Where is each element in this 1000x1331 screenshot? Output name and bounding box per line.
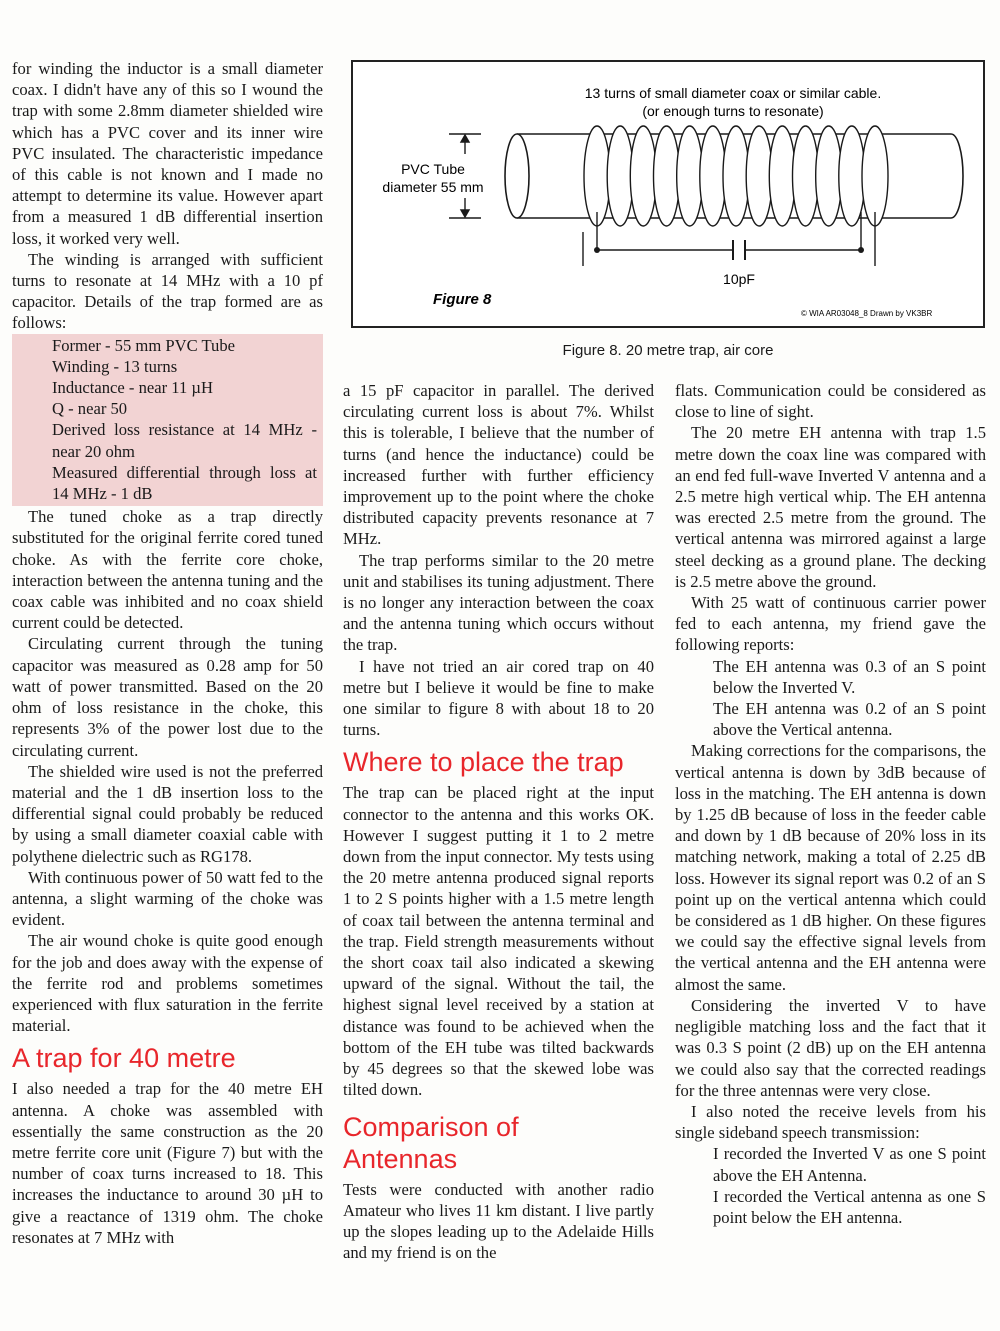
spec-item: Measured differential through loss at 14 MHz - 1 dB: [52, 462, 317, 504]
coax-label-line-2: (or enough turns to resonate): [642, 103, 824, 119]
paragraph: I also noted the receive levels from his single sideband speech transmission:: [675, 1101, 986, 1143]
coil-turn: [607, 126, 633, 226]
junction-dot: [594, 247, 600, 253]
figure-credit: © WIA AR03048_8 Drawn by VK3BR: [801, 309, 933, 318]
figure-label: Figure 8: [433, 291, 492, 308]
paragraph: The shielded wire used is not the preferred material and the 1 dB insertion loss to the differential signal could probably be reduced by using a small diameter coaxial cable with polythene dielectric such as RG178.: [12, 761, 323, 866]
section-heading: Comparison of: [343, 1111, 519, 1142]
column-1: [12, 58, 323, 1248]
coil-turn: [584, 126, 610, 226]
trap-diagram: [353, 62, 983, 326]
spec-item: Former - 55 mm PVC Tube: [52, 335, 236, 355]
spec-item: Winding - 13 turns: [52, 356, 178, 376]
coil-turn: [839, 126, 865, 226]
report-quote: The EH antenna was 0.2 of an S point above the Vertical antenna.: [713, 699, 986, 740]
paragraph: With continuous power of 50 watt fed to the antenna, a slight warming of the choke was evident.: [12, 867, 323, 930]
column-3: [675, 380, 986, 1228]
junction-dot: [858, 247, 864, 253]
paragraph: The tuned choke as a trap directly substituted for the original ferrite cored tuned choke. As with the ferrite core choke, interaction between the antenna tuning and the coax cable was inhibited and no coax shield current could be detected.: [12, 507, 323, 633]
coil-turn: [700, 126, 726, 226]
paragraph: The trap performs similar to the 20 metre unit and stabilises its tuning adjustment. There is no longer any interaction between the coax and the antenna tuning which occurs without the trap.: [343, 550, 654, 655]
coil-turn: [677, 126, 703, 226]
section-heading: Antennas: [343, 1143, 458, 1174]
paragraph: The trap can be placed right at the input connector to the antenna and this works OK. However I suggest putting it 1 to 2 metre down from the input connector. My tests using the 20 metre antenna produced signal reports 1 to 2 S points higher with a 1.5 metre length of coax tail between the antenna terminal and the trap. Field strength measurements without the short coax tail also indicated a skewing upward of the signal. Without the tail, the highest signal level received by a station at distance was found to be achieved when the bottom of the EH tube was tilted backwards by 45 degrees so that the skewed lobe was tilted down.: [343, 783, 654, 1100]
coil-winding: [584, 126, 888, 226]
report-quote: The EH antenna was 0.3 of an S point below the Inverted V.: [713, 656, 986, 697]
coil-turn: [793, 126, 819, 226]
tube-label-line-2: diameter 55 mm: [382, 179, 484, 195]
paragraph: a 15 pF capacitor in parallel. The derived circulating current loss is about 7%. Whilst this is tolerable, I believe that the number of turns (and hence the inductance) could be increased further with further efficiency improvement up to the point where the choke distributed capacity prevents resonance at 7 MHz.: [343, 381, 654, 549]
section-heading: A trap for 40 metre: [12, 1043, 236, 1074]
coil-turn: [630, 126, 656, 226]
coil-turn: [816, 126, 842, 226]
column-2: [343, 380, 654, 1263]
paragraph: Making corrections for the comparisons, the vertical antenna is down by 3dB because of loss in the matching. The EH antenna is down by 1.25 dB because of loss in the feeder cable and down by 1 dB because of 20% loss in its matching network, making a total of 2.25 dB loss. However its signal report was 0.2 of an S point up on the vertical antenna which could be considered as 1 dB higher. On these figures we could say the effective signal levels from the vertical antenna and the EH antenna were almost the same.: [675, 741, 986, 994]
figure-8: [351, 60, 985, 328]
report-quote: I recorded the Inverted V as one S point above the EH Antenna.: [713, 1144, 986, 1185]
paragraph: Considering the inverted V to have negligible matching loss and the fact that it was 0.3 S point (2 dB) up on the EH antenna we could also say that the corrected readings for the three antennas were very close.: [675, 995, 986, 1100]
spec-item: Q - near 50: [52, 399, 128, 419]
paragraph: flats. Communication could be considered as close to line of sight.: [675, 381, 986, 422]
paragraph: With 25 watt of continuous carrier power fed to each antenna, my friend gave the following reports:: [675, 593, 986, 655]
coil-turn: [746, 126, 772, 226]
coil-turn: [769, 126, 795, 226]
paragraph: I also needed a trap for the 40 metre EH antenna. A choke was assembled with essentially the same construction as the 20 metre ferrite core unit (Figure 7) but with the number of coax turns increased to 18. This increases the inductance to around 30 µH to give a reactance of 1319 ohm. The choke resonates at 7 MHz with: [12, 1079, 323, 1247]
figure-caption: Figure 8. 20 metre trap, air core: [562, 342, 774, 359]
tube-label-line-1: PVC Tube: [401, 161, 465, 177]
paragraph: Tests were conducted with another radio Amateur who lives 11 km distant. I live partly up the slopes leading up to the Adelaide Hills and my friend is on the: [343, 1179, 654, 1263]
report-quote: I recorded the Vertical antenna as one S point below the EH antenna.: [713, 1186, 986, 1227]
trap-spec-list: [12, 334, 323, 507]
paragraph: The winding is arranged with sufficient turns to resonate at 14 MHz with a 10 pf capacitor. Details of the trap formed are as follows:: [12, 249, 323, 333]
paragraph: The air wound choke is quite good enough for the job and does away with the expense of the ferrite rod and problems sometimes experienced with flux saturation in the ferrite material.: [12, 931, 323, 1036]
paragraph: I have not tried an air cored trap on 40 metre but I believe it would be fine to make one similar to figure 8 with about 18 to 20 turns.: [343, 656, 654, 740]
spec-item: Derived loss resistance at 14 MHz - near 20 ohm: [52, 420, 317, 461]
coil-turn: [723, 126, 749, 226]
paragraph: The 20 metre EH antenna with trap 1.5 metre down the coax line was compared with an end fed full-wave Inverted V antenna and a 2.5 metre high vertical whip. The EH antenna was erected 2.5 metre from the ground. The vertical antenna was mirrored against a large steel decking as a ground plane. The decking is 2.5 metre above the ground.: [675, 423, 986, 591]
paragraph: for winding the inductor is a small diameter coax. I didn't have any of this so I wound the trap with some 2.8mm diameter shielded wire which has a PVC cover and its inner wire PVC insulated. The characteristic impedance of this cable is not known and I made no attempt to determine its value. However apart from a measured 1 dB differential insertion loss, it worked very well.: [12, 59, 323, 248]
section-heading: Where to place the trap: [343, 747, 624, 778]
capacitor-label: 10pF: [723, 271, 755, 287]
coil-turn: [654, 126, 680, 226]
spec-item: Inductance - near 11 µH: [52, 378, 213, 398]
coil-turn: [862, 126, 888, 226]
coax-label-line-1: 13 turns of small diameter coax or similar cable.: [584, 85, 882, 101]
paragraph: Circulating current through the tuning capacitor was measured as 0.28 amp for 50 watt of power transmitted. Based on the 20 ohm of loss resistance in the choke, this represents 3% of the power lost due to the circulating current.: [12, 634, 323, 760]
